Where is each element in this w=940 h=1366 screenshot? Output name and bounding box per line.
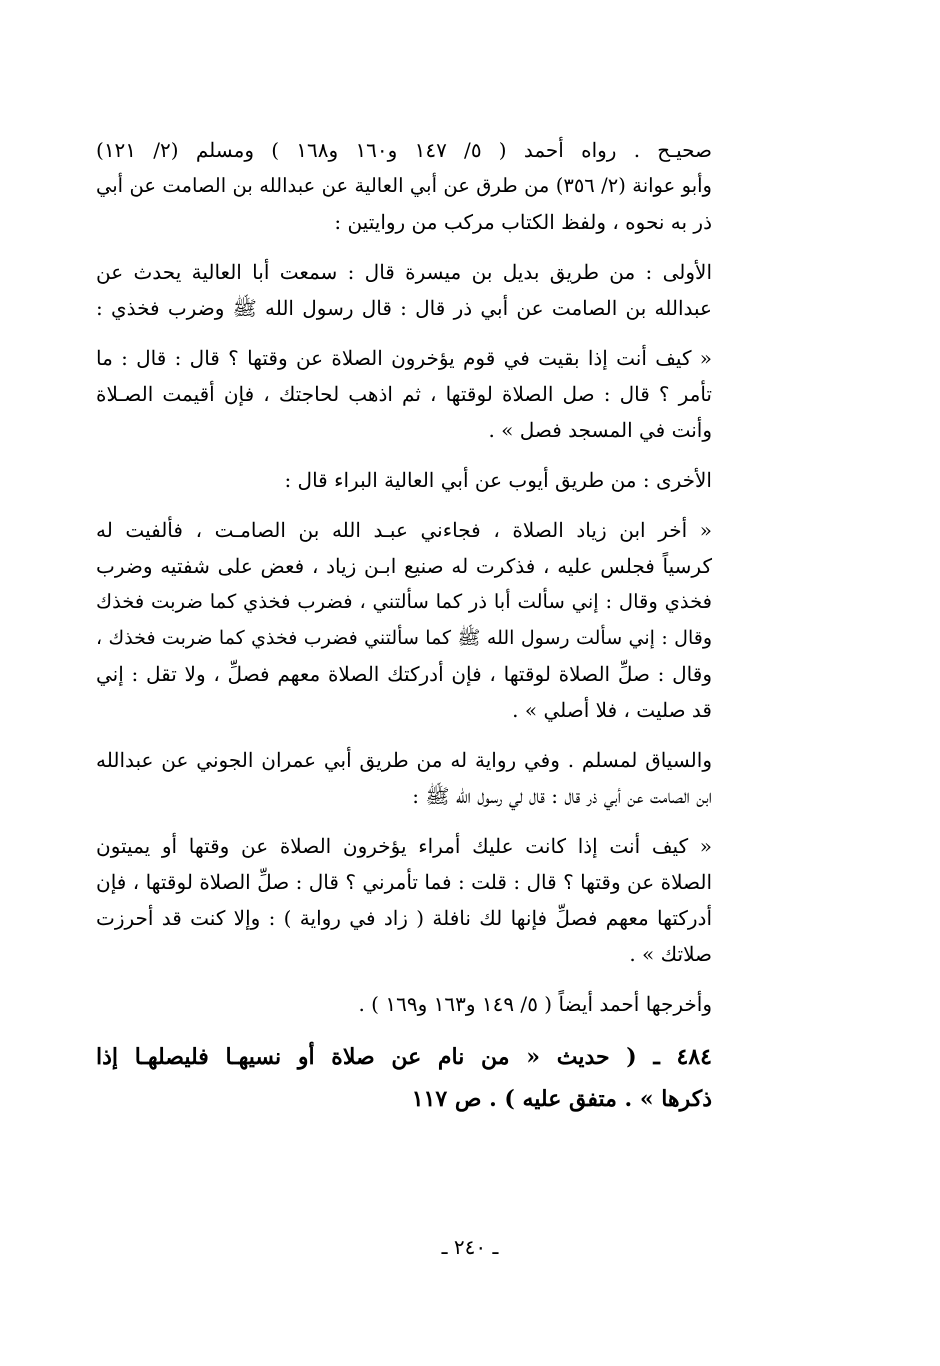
text-line: وأبو عوانة (٢/ ٣٥٦) من طرق عن أبي العالية عن عبدالله بن الصامت عن أبي bbox=[96, 174, 712, 197]
hadith-heading-line: ذكرها » . متفق عليه ) . ص ١١٧ bbox=[411, 1086, 712, 1112]
second-narration-text bbox=[96, 512, 712, 728]
text-line: وأخرجها أحمد أيضاً ( ٥/ ١٤٩ و١٦٣ و١٦٩ ) . bbox=[358, 992, 712, 1016]
third-narration-text bbox=[96, 828, 712, 972]
text-line: الأخرى : من طريق أيوب عن أبي العالية البراء قال : bbox=[284, 468, 712, 492]
text-line: « كيف أنت إذا بقيت في قوم يؤخرون الصلاة عن وقتها ؟ قال : قال : ما bbox=[96, 346, 712, 370]
hadith-heading bbox=[96, 1036, 712, 1120]
text-line: الصلاة عن وقتها ؟ قال : قلت : فما تأمرني ؟ قال : صلِّ الصلاة لوقتها ، فإن bbox=[96, 870, 712, 894]
text-line: كرسياً فجلس عليه ، فذكرت له صنيع ابـن زياد ، فعض على شفتيه وضرب bbox=[96, 554, 712, 578]
text-line: ابن الصامت عن أبي ذر قال : قال لي رسول الله ﷺ : bbox=[412, 784, 712, 808]
text-line: ذر به نحوه ، ولفظ الكتاب مركب من روايتين : bbox=[334, 210, 712, 234]
text-line: « كيف أنت إذا كانت عليك أمراء يؤخرون الصلاة عن وقتها أو يميتون bbox=[96, 834, 712, 858]
text-line: فخذي وقال : إني سألت أبا ذر كما سألتني ، فضرب فخذي كما ضربت فخذك bbox=[96, 590, 712, 613]
text-line: قد صليت ، فلا أصلي » . bbox=[512, 698, 712, 722]
first-narration-text bbox=[96, 340, 712, 448]
text-line: وقال : صلِّ الصلاة لوقتها ، فإن أدركتك الصلاة معهم فصلِّ ، ولا تقل : إني bbox=[96, 662, 712, 686]
text-line: « أخر ابن زياد الصلاة ، فجاءني عبـد الله بن الصامـت ، فألفيت له bbox=[96, 518, 712, 542]
page-number: ـ ٢٤٠ ـ bbox=[441, 1235, 499, 1259]
first-narration-intro bbox=[96, 254, 712, 326]
second-narration-intro bbox=[96, 462, 712, 498]
hadith-heading-line: ٤٨٤ ـ ( حديث « من نام عن صلاة أو نسيهـا فليصلهـا إذا bbox=[96, 1044, 712, 1070]
text-line: أدركتها معهم فصلِّ فإنها لك نافلة ( زاد في رواية ) : وإلا كنت قد أحرزت bbox=[96, 906, 712, 930]
text-line: وأنت في المسجد فصل » . bbox=[488, 418, 712, 442]
source-paragraph bbox=[96, 132, 712, 240]
text-line: تأمر ؟ قال : صل الصلاة لوقتها ، ثم اذهب لحاجتك ، فإن أقيمت الصـلاة bbox=[96, 382, 712, 406]
muslim-context-paragraph bbox=[96, 742, 712, 814]
text-line: صحيـح . رواه أحمد ( ٥/ ١٤٧ و١٦٠ و١٦٨ ) ومسلم (٢/ ١٢١) bbox=[96, 138, 712, 162]
page-body bbox=[96, 132, 712, 1134]
text-line: وقال : إني سألت رسول الله ﷺ كما سألتني فضرب فخذي كما ضربت فخذك ، bbox=[96, 627, 712, 649]
text-line: صلاتك » . bbox=[629, 942, 712, 966]
ahmad-also-paragraph bbox=[96, 986, 712, 1022]
text-line: الأولى : من طريق بديل بن ميسرة قال : سمعت أبا العالية يحدث عن bbox=[96, 260, 712, 284]
text-line: والسياق لمسلم . وفي رواية له من طريق أبي عمران الجوني عن عبدالله bbox=[96, 748, 712, 772]
text-line: عبدالله بن الصامت عن أبي ذر قال : قال رسول الله ﷺ وضرب فخذي : bbox=[96, 296, 712, 320]
